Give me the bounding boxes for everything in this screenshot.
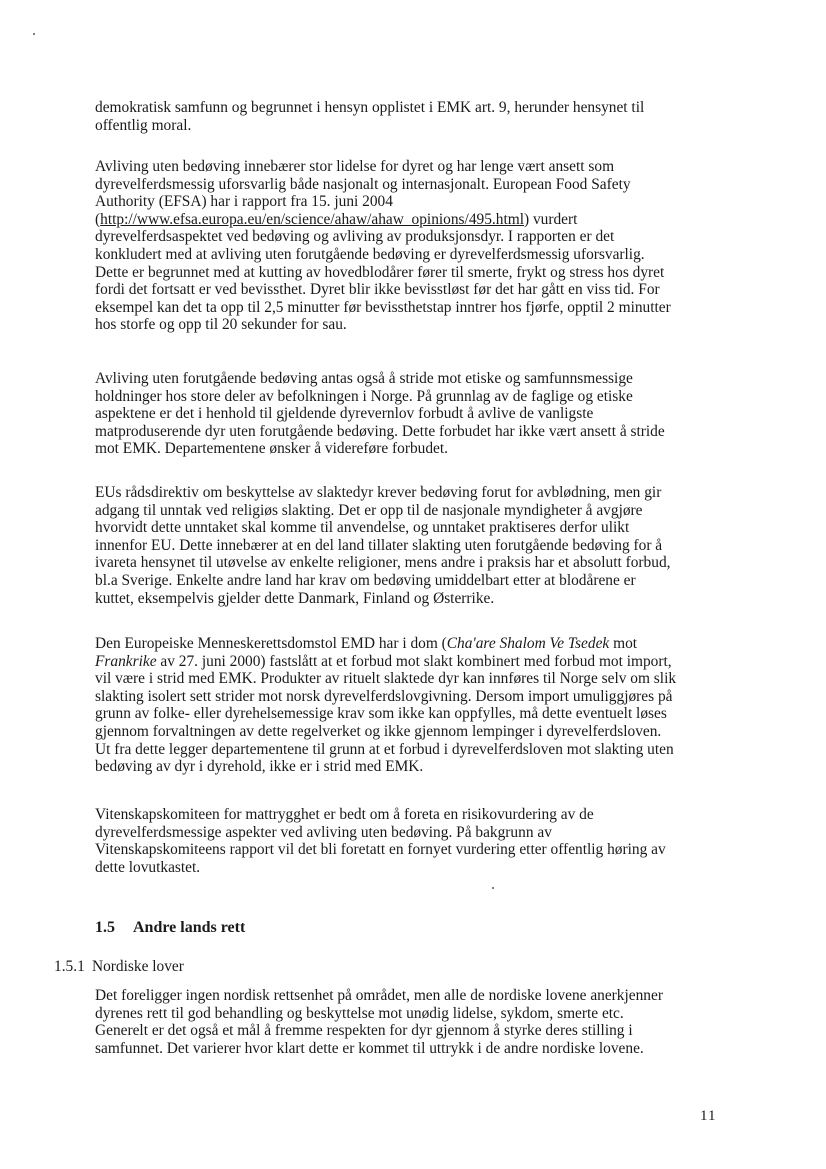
scan-speck	[492, 887, 494, 889]
text-line: dyrenes rett til god behandling og beskyttelse mot unødig lidelse, sykdom, smerte etc.	[95, 1004, 624, 1022]
paragraph-intro	[95, 99, 735, 134]
paragraph-nordic	[95, 987, 735, 1057]
text-line: Den Europeiske Menneskerettsdomstol EMD har i dom (Cha'are Shalom Ve Tsedek mot	[95, 635, 638, 652]
text-line: Authority (EFSA) har i rapport fra 15. juni 2004	[95, 193, 393, 211]
text-line: dette lovutkastet.	[95, 858, 201, 876]
case-name: Frankrike	[95, 652, 157, 670]
text-line: demokratisk samfunn og begrunnet i hensyn opplistet i EMK art. 9, herunder hensynet til	[95, 99, 645, 116]
text-line: Ut fra dette legger departementene til grunn at et forbud i dyrevelferdsloven mot slakting uten	[95, 740, 674, 758]
text-line: matproduserende dyr uten forutgående bedøving. Dette forbudet har ikke vært ansett å stride	[95, 422, 665, 440]
text-line: dyrevelferdsaspektet ved bedøving og avliving av produksjonsdyr. I rapporten er det	[95, 228, 615, 246]
text-line: vil være i strid med EMK. Produkter av rituelt slaktede dyr kan innføres til Norge selv om slik	[95, 670, 677, 688]
paragraph-ethics	[95, 370, 735, 458]
section-title: Andre lands rett	[133, 919, 246, 936]
section-number: 1.5	[95, 919, 115, 936]
text-line: ivareta hensynet til utøvelse av enkelte religioner, mens andre i praksis har et absolutt forbud,	[95, 554, 671, 572]
text-line: Det foreligger ingen nordisk rettsenhet på området, men alle de nordiske lovene anerkjenner	[95, 987, 663, 1004]
text-line: hvorvidt dette unntaket skal komme til anvendelse, og unntaket praktiseres derfor ulikt	[95, 519, 630, 537]
section-heading-1-5-1	[54, 958, 184, 976]
paragraph-emd	[95, 635, 735, 776]
efsa-link-line[interactable]: (http://www.efsa.europa.eu/en/science/ahaw/ahaw_opinions/495.html) vurdert	[95, 210, 578, 228]
text-line: bl.a Sverige. Enkelte andre land har krav om bedøving umiddelbart etter at blodårene er	[95, 571, 636, 589]
text-line: slakting isolert sett strider mot norsk dyrevelferdslovgivning. Dersom import umuliggjøres på	[95, 687, 673, 705]
text-line: kuttet, eksempelvis gjelder dette Danmark, Finland og Østerrike.	[95, 589, 495, 607]
text-line: mot EMK. Departementene ønsker å videreføre forbudet.	[95, 440, 448, 458]
section-heading-1-5	[95, 919, 245, 937]
text-line: fordi det fortsatt er ved bevissthet. Dyret blir ikke bevisstløst før det har gått en viss tid. For	[95, 281, 660, 299]
text-line: holdninger hos store deler av befolkningen i Norge. På grunnlag av de faglige og etiske	[95, 387, 633, 405]
text-line: Avliving uten forutgående bedøving antas også å stride mot etiske og samfunnsmessige	[95, 370, 633, 387]
paragraph-vitenskapskomiteen	[95, 806, 735, 876]
text-line: grunn av folke- eller dyrehelsemessige krav som ikke kan oppfylles, må dette eventuelt løses	[95, 705, 667, 723]
paragraph-eu-directive	[95, 484, 735, 607]
text-line: Vitenskapskomiteen for mattrygghet er bedt om å foreta en risikovurdering av de	[95, 806, 594, 823]
text-line: Frankrike av 27. juni 2000) fastslått at et forbud mot slakt kombinert med forbud mot import,	[95, 652, 672, 670]
text-line: innenfor EU. Dette innebærer at en del land tillater slakting uten forutgående bedøving for å	[95, 536, 663, 554]
text-line: aspektene er det i henhold til gjeldende dyrevernlov forbudt å avlive de vanligste	[95, 405, 594, 423]
text-line: Avliving uten bedøving innebærer stor lidelse for dyret og har lenge vært ansett som	[95, 158, 615, 175]
text-line: EUs rådsdirektiv om beskyttelse av slaktedyr krever bedøving forut for avblødning, men gir	[95, 484, 662, 501]
text-line: Generelt er det også et mål å fremme respekten for dyr gjennom å styrke deres stilling i	[95, 1022, 633, 1040]
text-line: konkludert med at avliving uten forutgående bedøving er dyrevelferdsmessig uforsvarlig.	[95, 245, 645, 263]
text-line: adgang til unntak ved religiøs slakting. Det er opp til de nasjonale myndigheter å avgjøre	[95, 501, 643, 519]
text-line: offentlig moral.	[95, 116, 192, 134]
text-line: Dette er begrunnet med at kutting av hovedblodårer fører til smerte, frykt og stress hos dyret	[95, 263, 665, 281]
paragraph-efsa	[95, 158, 735, 334]
text-line: gjennom forvaltningen av dette regelverket og ikke gjennom lempinger i dyrevelferdsloven.	[95, 722, 662, 740]
page-number: 11	[700, 1108, 717, 1124]
subsection-number: 1.5.1	[54, 958, 85, 975]
text-line: hos storfe og opp til 20 sekunder for sau.	[95, 316, 347, 334]
text-line: eksempel kan det ta opp til 2,5 minutter før bevissthetstap inntrer hos fjørfe, opptil 2 minutter	[95, 298, 671, 316]
subsection-title: Nordiske lover	[92, 958, 184, 975]
scan-speck	[33, 33, 35, 35]
case-name: Cha'are Shalom Ve Tsedek	[446, 635, 610, 652]
text-line: dyrevelferdsmessige aspekter ved avliving uten bedøving. På bakgrunn av	[95, 823, 552, 841]
efsa-report-link[interactable]: http://www.efsa.europa.eu/en/science/ahaw/ahaw_opinions/495.html	[100, 210, 524, 228]
text-line: Vitenskapskomiteens rapport vil det bli foretatt en fornyet vurdering etter offentlig høring av	[95, 841, 666, 859]
text-line: samfunnet. Det varierer hvor klart dette er kommet til uttrykk i de andre nordiske lovene.	[95, 1039, 644, 1057]
text-line: dyrevelferdsmessig uforsvarlig både nasjonalt og internasjonalt. European Food Safety	[95, 175, 631, 193]
text-line: bedøving av dyr i dyrehold, ikke er i strid med EMK.	[95, 758, 424, 776]
